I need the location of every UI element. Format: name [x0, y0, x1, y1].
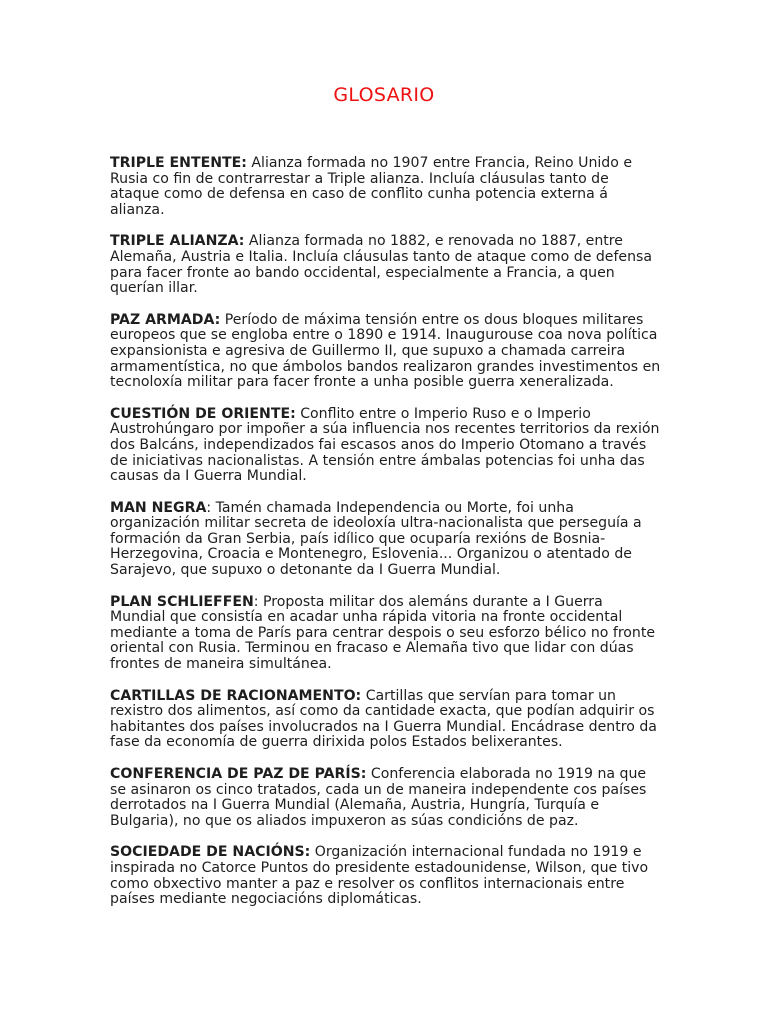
glossary-term: MAN NEGRA [110, 499, 207, 516]
glossary-term: CONFERENCIA DE PAZ DE PARÍS: [110, 766, 367, 782]
glossary-definition: Proposta militar dos alemáns durante a I Guerra Mundial que consistía en acadar unha rápida vitoria na fronte occidental mediante a toma de París para centrar despois o seu esforzo bélico no fronte oriental con Rusia. Terminou en fracaso e Alemaña tivo que lidar con dúas frontes de maneira simultánea. [110, 593, 656, 673]
glossary-definition: Conferencia elaborada no 1919 na que se asinaron os cinco tratados, cada un de maneira independente cos países derrotados na I Guerra Mundial (Alemaña, Austria, Hungría, Turquía e Bulgaria), no que os aliados impuxeron as súas condicións de paz. [110, 766, 647, 829]
term-separator: : [206, 499, 216, 516]
glossary-term: CUESTIÓN DE ORIENTE: [110, 405, 296, 422]
glossary-entry [110, 689, 662, 751]
glossary-list [110, 156, 662, 924]
term-separator: : [253, 593, 263, 610]
glossary-term: PLAN SCHLIEFFEN [110, 593, 254, 610]
glossary-definition: Cartillas que servían para tomar un rexistro dos alimentos, así como da cantidade exacta, que podían adquirir os habitantes dos países involucrados na I Guerra Mundial. Encádrase dentro da fase da economía de guerra dirixida polos Estados belixerantes. [110, 687, 657, 751]
glossary-term: TRIPLE ALIANZA: [110, 233, 245, 250]
glossary-entry [110, 595, 662, 673]
glossary-definition: Conflito entre o Imperio Ruso e o Imperio Austrohúngaro por impoñer a súa influencia nos recentes territorios da rexión dos Balcáns, independizados fai escasos anos do Imperio Otomano a través de iniciativas nacionalistas. A tensión entre ámbalas potencias foi unha das causas da I Guerra Mundial. [110, 405, 660, 485]
glossary-entry [110, 156, 662, 218]
glossary-entry [110, 845, 662, 907]
glossary-term: PAZ ARMADA: [110, 311, 221, 328]
glossary-definition: Tamén chamada Independencia ou Morte, foi unha organización militar secreta de ideoloxía ultra-nacionalista que perseguía a formación da Gran Serbia, país idílico que ocuparía rexións de Bosnia-Herzegovina, Croacia e Montenegro, Eslovenia... Organizou o atentado de Sarajevo, que supuxo o detonante da I Guerra Mundial. [110, 499, 642, 579]
page-title: GLOSARIO [333, 84, 435, 106]
glossary-term: SOCIEDADE DE NACIÓNS: [110, 844, 311, 861]
glossary-definition: Alianza formada no 1907 entre Francia, Reino Unido e Rusia co fin de contrarrestar a Triple alianza. Incluía cláusulas tanto de ataque como de defensa en caso de conflito cunha potencia externa á alianza. [110, 155, 633, 218]
glossary-entry [110, 407, 662, 485]
glossary-definition: Alianza formada no 1882, e renovada no 1887, entre Alemaña, Austria e Italia. Incluía cláusulas tanto de ataque como de defensa para facer fronte ao bando occidental, especialmente a Francia, a quen querían illar. [110, 233, 653, 297]
glossary-entry [110, 767, 662, 829]
glossary-entry [110, 234, 662, 296]
glossary-term: CARTILLAS DE RACIONAMENTO: [110, 687, 362, 704]
glossary-definition: Período de máxima tensión entre os dous bloques militares europeos que se engloba entre o 1890 e 1914. Inaugurouse coa nova política expansionista e agresiva de Guillermo II, que supuxo a chamada carreira armamentística, no que ámbolos bandos realizaron grandes investimentos en tecnoloxía militar para facer fronte a unha posible guerra xeneralizada. [110, 311, 661, 391]
glossary-entry [110, 501, 662, 579]
glossary-definition: Organización internacional fundada no 1919 e inspirada no Catorce Puntos do presidente estadounidense, Wilson, que tivo como obxectivo manter a paz e resolver os conflitos internacionais entre países mediante negociacións diplomáticas. [110, 844, 649, 908]
glossary-entry [110, 313, 662, 391]
glossary-term: TRIPLE ENTENTE: [110, 155, 247, 171]
